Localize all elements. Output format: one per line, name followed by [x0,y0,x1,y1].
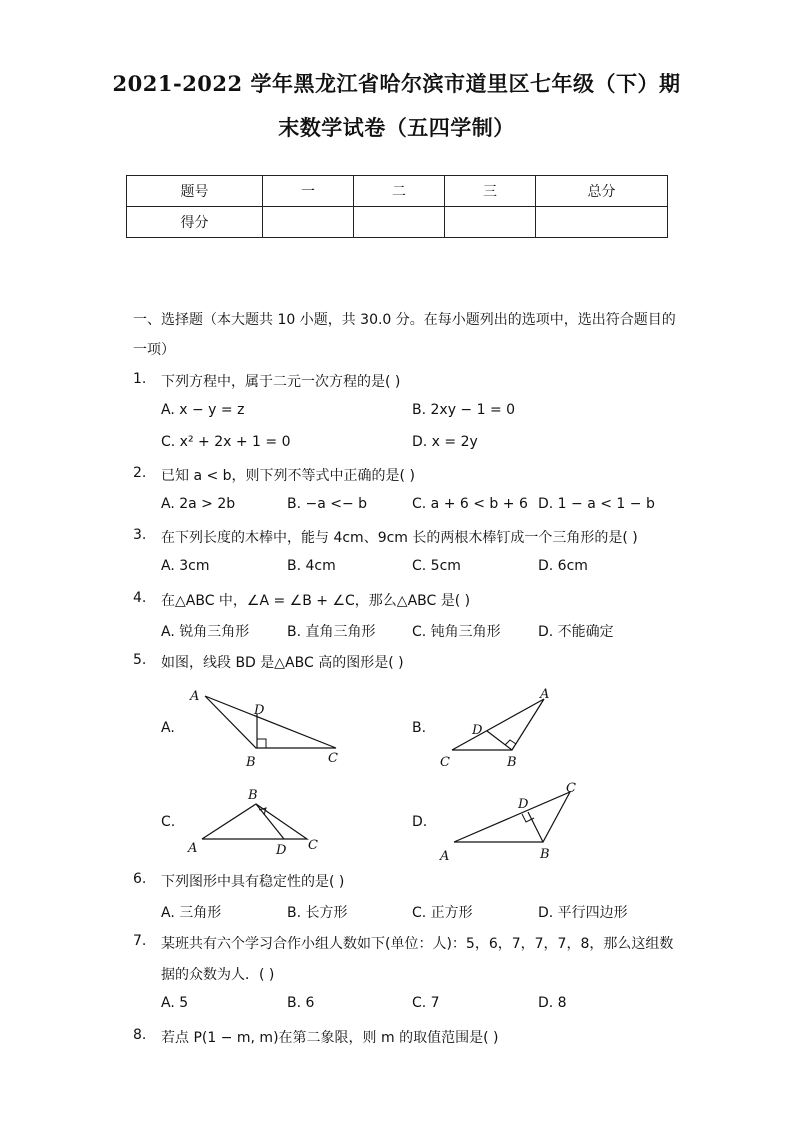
option-a: A. 2a > 2b [161,496,236,512]
option-b: B. 长方形 [287,905,348,921]
score-header-cell: 总分 [536,176,668,207]
vertex-label-c: C [308,838,318,853]
vertex-label-b: B [540,847,550,862]
question-stem: 下列图形中具有稳定性的是( ) [161,874,345,890]
score-header-cell: 题号 [127,176,263,207]
option-c: C. 正方形 [412,905,473,921]
score-header-cell: 一 [263,176,354,207]
score-cell [445,207,536,238]
score-cell [536,207,668,238]
question-number: 1. [133,371,147,387]
question-number: 8. [133,1027,147,1043]
option-a: A. 5 [161,995,189,1011]
question-stem: 若点 P(1 − m, m)在第二象限，则 m 的取值范围是( ) [161,1030,499,1046]
option-c: C. 7 [412,995,440,1011]
score-cell [354,207,445,238]
vertex-label-a: A [188,841,198,856]
score-table-header-row [127,176,668,207]
exam-title-line2: 末数学试卷（五四学制） [278,115,515,140]
question-number: 5. [133,652,147,668]
question-number: 2. [133,465,147,481]
triangle-figure-b [432,684,562,774]
score-header-cell: 三 [445,176,536,207]
question-number: 3. [133,527,147,543]
option-d: D. 平行四边形 [538,905,628,921]
vertex-label-d: D [472,723,483,738]
vertex-label-d: D [518,797,529,812]
score-row-label: 得分 [127,207,263,238]
triangle-figure-a [180,684,350,774]
section-heading-cont: 一项） [133,342,175,358]
question-stem: 在下列长度的木棒中，能与 4cm、9cm 长的两根木棒钉成一个三角形的是( ) [161,530,638,546]
option-a: A. x − y = z [161,402,245,418]
question-stem: 在△ABC 中，∠A = ∠B + ∠C，那么△ABC 是( ) [161,593,471,609]
score-table [126,175,668,238]
option-d-label: D. [412,814,428,830]
exam-title-line1: 2021-2022 学年黑龙江省哈尔滨市道里区七年级（下）期 [112,71,681,96]
vertex-label-d: D [276,843,287,858]
question-stem: 如图，线段 BD 是△ABC 高的图形是( ) [161,655,404,671]
option-d: D. 8 [538,995,567,1011]
section-heading: 一、选择题（本大题共 10 小题，共 30.0 分。在每小题列出的选项中，选出符合题目的 [133,312,676,328]
option-b: B. 6 [287,995,315,1011]
option-a-label: A. [161,720,175,736]
vertex-label-c: C [566,781,576,796]
question-stem: 下列方程中，属于二元一次方程的是( ) [161,374,401,390]
vertex-label-a: A [540,687,550,702]
triangle-figure-c [180,784,330,859]
option-c: C. x² + 2x + 1 = 0 [161,434,291,450]
option-c: C. 钝角三角形 [412,624,501,640]
vertex-label-b: B [246,755,256,770]
vertex-label-a: A [190,689,200,704]
score-header-cell: 二 [354,176,445,207]
question-stem-cont: 据的众数为人．( ) [161,967,275,983]
option-d: D. 6cm [538,558,588,574]
score-cell [263,207,354,238]
option-b: B. 直角三角形 [287,624,376,640]
option-d: D. 不能确定 [538,624,614,640]
option-c-label: C. [161,814,176,830]
option-d: D. x = 2y [412,434,478,450]
question-stem: 已知 a < b，则下列不等式中正确的是( ) [161,468,415,484]
option-a: A. 三角形 [161,905,222,921]
vertex-label-c: C [328,751,338,766]
option-a: A. 锐角三角形 [161,624,250,640]
vertex-label-b: B [507,755,517,770]
triangle-figure-d [438,780,588,865]
vertex-label-d: D [254,703,265,718]
vertex-label-a: A [440,849,450,864]
option-c: C. a + 6 < b + 6 [412,496,528,512]
option-b: B. 2xy − 1 = 0 [412,402,516,418]
option-b: B. −a <− b [287,496,368,512]
vertex-label-c: C [440,755,450,770]
option-b: B. 4cm [287,558,336,574]
vertex-label-b: B [248,788,258,803]
option-c: C. 5cm [412,558,461,574]
option-b-label: B. [412,720,427,736]
option-a: A. 3cm [161,558,210,574]
question-number: 7. [133,933,147,949]
question-number: 6. [133,871,147,887]
question-number: 4. [133,590,147,606]
question-stem: 某班共有六个学习合作小组人数如下(单位：人)：5，6，7，7，7，8，那么这组数 [161,936,674,952]
option-d: D. 1 − a < 1 − b [538,496,655,512]
score-table-score-row [127,207,668,238]
